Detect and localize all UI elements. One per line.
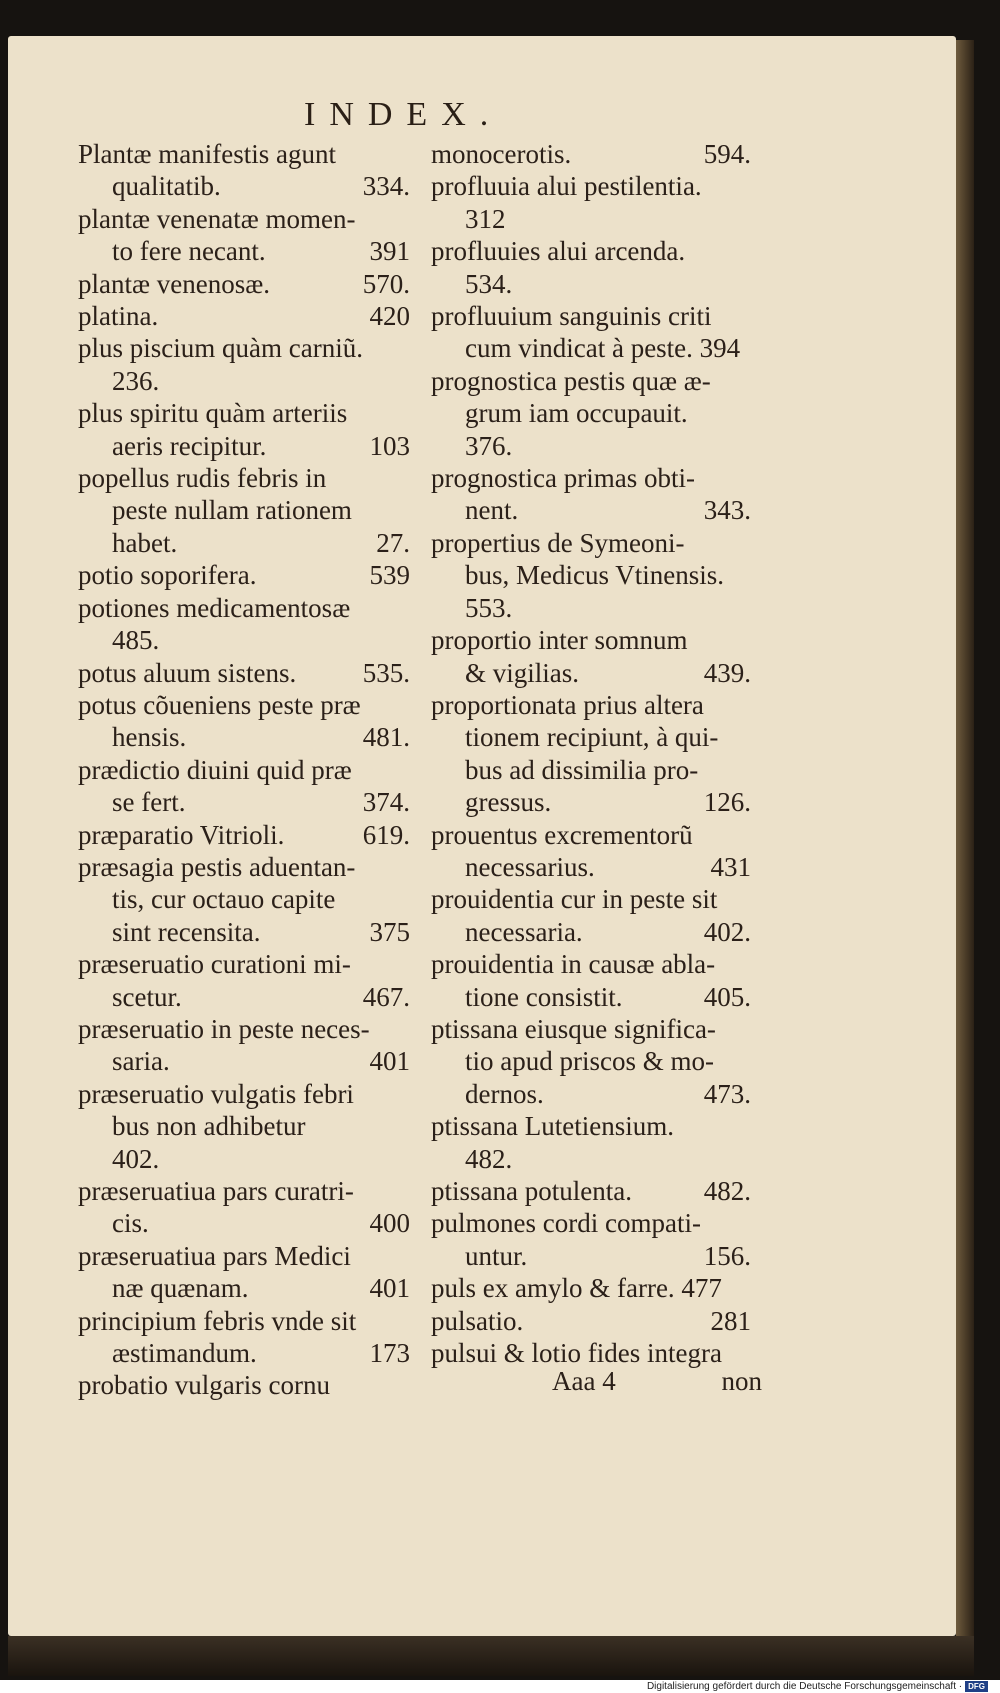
page-number: 343. (703, 495, 751, 526)
page-number: 126. (703, 787, 751, 818)
index-entry-line: 485. (112, 625, 160, 656)
index-entry-line: prognostica primas obti- (431, 463, 695, 494)
index-entry-line (78, 170, 410, 202)
page-edge (956, 40, 974, 1636)
index-entry-line: bus, Medicus Vtinensis. (465, 560, 725, 591)
entry-text: habet. (112, 527, 178, 558)
index-entry (78, 1175, 410, 1240)
index-entry-line (431, 1175, 751, 1207)
entry-text: sint recensita. (112, 916, 261, 947)
page-number: 391 (369, 236, 410, 267)
entry-text: saria. (112, 1046, 170, 1077)
index-entry-line (78, 1337, 410, 1369)
index-entry (78, 332, 410, 397)
index-entry-line: ptissana eiusque significa- (431, 1013, 716, 1044)
index-entry-line: pulmones cordi compati- (431, 1208, 701, 1239)
page-number: 27. (376, 527, 410, 558)
index-entry (431, 1013, 751, 1110)
index-entry-line (78, 1272, 410, 1304)
index-entry-line (431, 657, 751, 689)
digitization-credit (647, 1680, 988, 1693)
page-number: 481. (362, 722, 410, 753)
index-entry-line: prognostica pestis quæ æ- (431, 365, 711, 396)
index-entry (78, 689, 410, 754)
index-column-right (431, 138, 751, 1369)
index-entry-line: 534. (465, 268, 513, 299)
page-number: 431 (710, 851, 751, 882)
index-entry-line: proportio inter somnum (431, 625, 688, 656)
index-entry-line: 482. (465, 1143, 513, 1174)
index-entry-line (78, 559, 410, 591)
page-number: 594. (703, 139, 751, 169)
index-entry-line: proportionata prius altera (431, 689, 704, 720)
entry-text: necessarius. (465, 851, 595, 882)
index-entry (78, 851, 410, 948)
entry-text: potus aluum sistens. (78, 657, 297, 688)
index-entry (431, 365, 751, 462)
index-entry-line: prouidentia in causæ abla- (431, 949, 716, 980)
index-entry-line: præseruatio in peste neces- (78, 1013, 370, 1044)
index-entry-line: plantæ venenatæ momen- (78, 203, 356, 234)
index-entry (431, 819, 751, 884)
index-entry-line: præsagia pestis aduentan- (78, 851, 356, 882)
index-entry-line: ptissana Lutetiensium. (431, 1111, 674, 1142)
dfg-logo: DFG (965, 1681, 988, 1692)
index-entry-line: 402. (112, 1143, 160, 1174)
page-number: 156. (703, 1240, 751, 1271)
index-entry-line: profluuies alui arcenda. (431, 236, 686, 267)
index-entry (78, 948, 410, 1013)
entry-text: aeris recipitur. (112, 430, 267, 461)
page-number: 281 (710, 1305, 751, 1336)
index-entry (431, 948, 751, 1013)
index-entry (78, 1369, 410, 1401)
page-number: 173 (369, 1338, 410, 1369)
index-entry-line: probatio vulgaris cornu (78, 1370, 330, 1401)
index-entry-line: 236. (112, 365, 160, 396)
index-entry-line: propertius de Symeoni- (431, 527, 685, 558)
index-column-left (78, 138, 410, 1402)
index-entry-line: plus piscium quàm carniũ. (78, 333, 363, 364)
entry-text: hensis. (112, 722, 187, 753)
index-entry (431, 1175, 751, 1207)
index-entry-line (78, 268, 410, 300)
page-number: 401 (369, 1046, 410, 1077)
index-entry-line (78, 1045, 410, 1077)
index-entry-line (78, 916, 410, 948)
index-entry-line: potus cõueniens peste præ (78, 689, 361, 720)
page-number: 467. (362, 981, 410, 1012)
index-entry-line: prouidentia cur in peste sit (431, 884, 718, 915)
index-entry-line: bus non adhibetur (112, 1111, 306, 1142)
page-number: 103 (369, 430, 410, 461)
entry-text: qualitatib. (112, 171, 221, 202)
index-entry (78, 138, 410, 203)
index-entry (431, 689, 751, 819)
index-entry-line: præseruatiua pars Medici (78, 1240, 351, 1271)
index-entry (431, 624, 751, 689)
signature-mark: Aaa 4 (552, 1366, 616, 1396)
index-entry-line: 553. (465, 592, 513, 623)
index-entry-line (78, 235, 410, 267)
index-entry (431, 138, 751, 170)
index-entry (78, 819, 410, 851)
index-entry (78, 300, 410, 332)
index-entry-line (78, 1207, 410, 1239)
index-entry-line: bus ad dissimilia pro- (465, 754, 699, 785)
index-entry-line: 312 (465, 203, 506, 234)
index-entry-line: peste nullam rationem (112, 495, 352, 526)
page-number: 539 (369, 560, 410, 591)
index-entry (78, 462, 410, 559)
entry-text: potio soporifera. (78, 560, 257, 591)
entry-text: pulsatio. (431, 1305, 524, 1336)
index-entry-line (431, 786, 751, 818)
entry-text: to fere necant. (112, 236, 266, 267)
index-entry-line: principium febris vnde sit (78, 1305, 357, 1336)
index-entry (78, 1013, 410, 1078)
index-entry-line: cum vindicat à peste. 394 (465, 333, 741, 364)
index-entry-line (78, 300, 410, 332)
index-entry-line: profluuia alui pestilentia. (431, 171, 702, 202)
index-entry-line: popellus rudis febris in (78, 463, 327, 494)
index-entry-line: potiones medicamentosæ (78, 592, 351, 623)
entry-text: tione consistit. (465, 981, 623, 1012)
index-entry (78, 1078, 410, 1175)
page-number: 473. (703, 1078, 751, 1109)
index-entry-line (431, 1078, 751, 1110)
index-entry-line: grum iam occupauit. (465, 398, 688, 429)
index-entry-line: 376. (465, 430, 513, 461)
entry-text: nent. (465, 495, 519, 526)
index-entry-line: plus spiritu quàm arteriis (78, 398, 348, 429)
index-entry-line (431, 916, 751, 948)
index-entry-line (78, 657, 410, 689)
index-entry-line (431, 494, 751, 526)
entry-text: untur. (465, 1240, 528, 1271)
index-entry (431, 170, 751, 235)
page-number: 374. (362, 787, 410, 818)
page-number: 570. (362, 268, 410, 299)
entry-text: scetur. (112, 981, 182, 1012)
page-number: 420 (369, 301, 410, 332)
catchword: non (721, 1366, 762, 1396)
entry-text: dernos. (465, 1078, 544, 1109)
index-entry-line: præseruatiua pars curatri- (78, 1176, 354, 1206)
index-entry (431, 1110, 751, 1175)
index-entry (431, 527, 751, 624)
index-entry-line (431, 138, 751, 170)
index-entry-line: tio apud priscos & mo- (465, 1046, 714, 1077)
index-entry (431, 235, 751, 300)
index-entry (431, 883, 751, 948)
entry-text: monocerotis. (431, 139, 572, 169)
entry-text: gressus. (465, 787, 552, 818)
signature-line (552, 1366, 762, 1397)
index-entry (78, 559, 410, 591)
page-number: 619. (362, 819, 410, 850)
index-entry-line (78, 430, 410, 462)
entry-text: næ quænam. (112, 1273, 249, 1304)
page-number: 401 (369, 1273, 410, 1304)
page-number: 482. (703, 1176, 751, 1206)
index-entry-line (78, 819, 410, 851)
index-entry (78, 268, 410, 300)
credit-text: Digitalisierung gefördert durch die Deutsche Forschungsgemeinschaft · (646, 1681, 963, 1692)
entry-text: necessaria. (465, 916, 583, 947)
page-number: 375 (369, 916, 410, 947)
index-entry (431, 300, 751, 365)
index-entry-line (78, 721, 410, 753)
index-entry (78, 1305, 410, 1370)
page-number: 405. (703, 981, 751, 1012)
index-entry-line: tionem recipiunt, à qui- (465, 722, 719, 753)
index-entry (431, 1337, 751, 1369)
page-number: 402. (703, 916, 751, 947)
index-entry-line (431, 981, 751, 1013)
entry-text: plantæ venenosæ. (78, 268, 270, 299)
entry-text: se fert. (112, 787, 186, 818)
index-entry-line: puls ex amylo & farre. 477 (431, 1273, 722, 1304)
index-entry-line (78, 786, 410, 818)
entry-text: & vigilias. (465, 657, 579, 688)
index-entry (78, 1240, 410, 1305)
index-entry (431, 1272, 751, 1304)
index-entry (78, 657, 410, 689)
index-entry-line: prouentus excrementorũ (431, 819, 693, 850)
index-entry-line: præseruatio curationi mi- (78, 949, 351, 980)
page-number: 334. (362, 171, 410, 202)
index-entry (431, 462, 751, 527)
page-number: 400 (369, 1208, 410, 1239)
index-entry (78, 592, 410, 657)
index-entry-line (431, 851, 751, 883)
index-entry-line: præseruatio vulgatis febri (78, 1078, 354, 1109)
entry-text: æstimandum. (112, 1338, 257, 1369)
index-entry (78, 754, 410, 819)
index-entry (431, 1207, 751, 1272)
index-entry-line (78, 527, 410, 559)
page-number: 439. (703, 657, 751, 688)
page-number: 535. (362, 657, 410, 688)
entry-text: præparatio Vitrioli. (78, 819, 285, 850)
index-entry-line: prædictio diuini quid præ (78, 754, 352, 785)
index-entry (78, 397, 410, 462)
entry-text: ptissana potulenta. (431, 1176, 632, 1206)
index-entry (431, 1305, 751, 1337)
entry-text: cis. (112, 1208, 149, 1239)
index-entry-line: profluuium sanguinis criti (431, 301, 712, 332)
index-entry-line (431, 1240, 751, 1272)
book-bottom-edge (8, 1636, 974, 1676)
running-head: INDEX. (304, 96, 503, 133)
index-entry (78, 203, 410, 268)
index-entry-line (78, 981, 410, 1013)
index-entry-line: Plantæ manifestis agunt (78, 139, 336, 169)
index-entry-line: pulsui & lotio fides integra (431, 1338, 722, 1369)
entry-text: platina. (78, 301, 159, 332)
index-entry-line (431, 1305, 751, 1337)
index-entry-line: tis, cur octauo capite (112, 884, 336, 915)
